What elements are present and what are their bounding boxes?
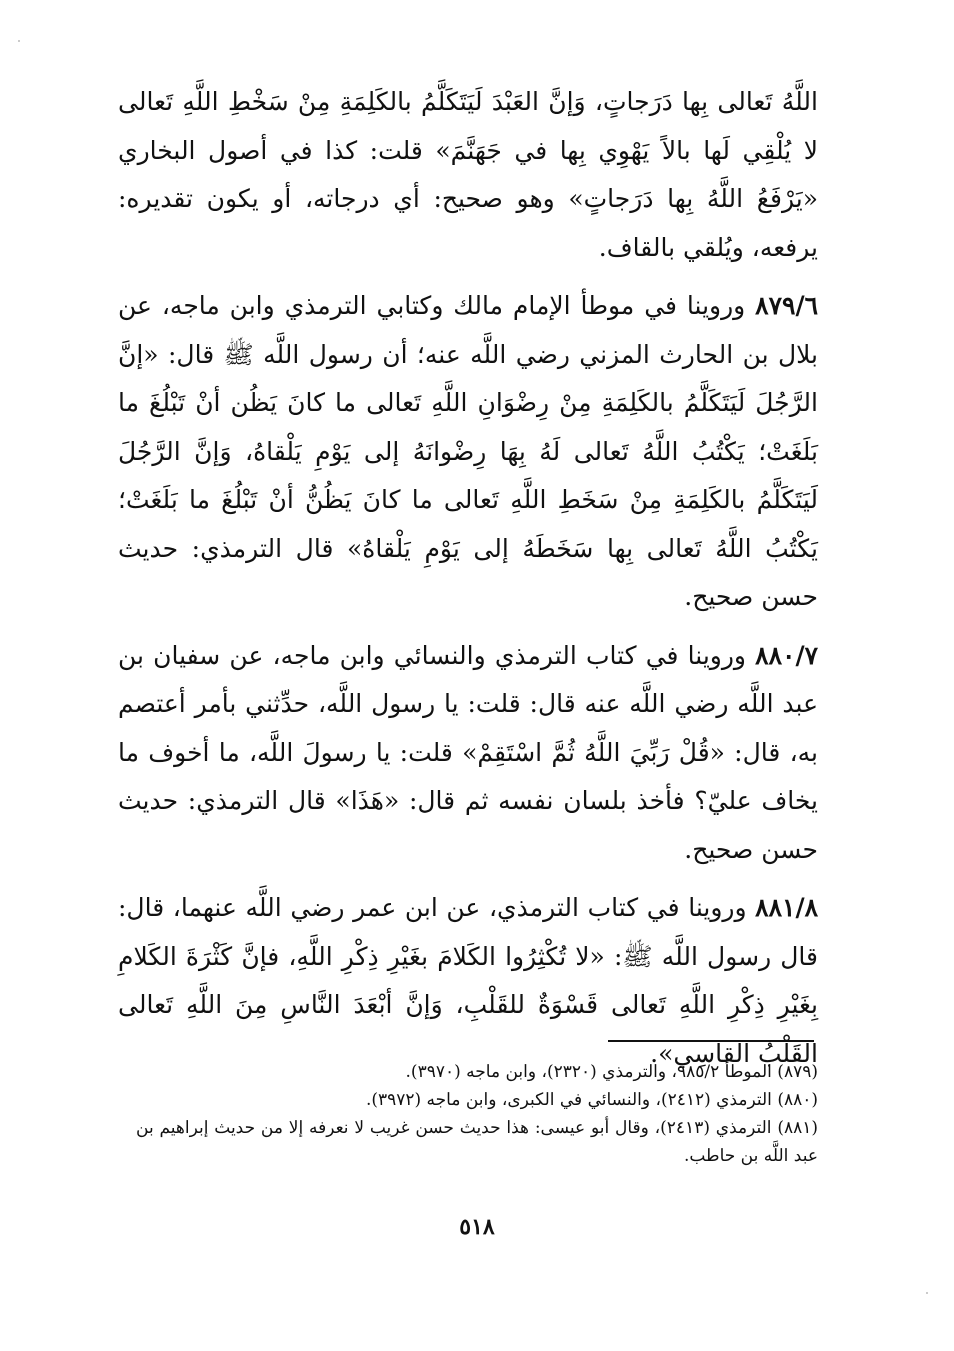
footnote-separator [608,1040,814,1042]
paragraph-continuation [118,78,818,272]
paragraph-number: ٨٧٩/٦ [755,291,818,320]
margin-speck [926,1292,928,1294]
page-number: ٥١٨ [459,1214,495,1240]
paragraph-number: ٨٨١/٨ [755,893,818,922]
margin-speck [18,40,20,42]
footnote-879: (٨٧٩) الموطأ ٩٨٥/٢، والترمذي (٢٣٢٠)، وابن ماجه (٣٩٧٠). [405,1062,818,1082]
footnote-880: (٨٨٠) الترمذي (٢٤١٢)، والنسائي في الكبرى، وابن ماجه (٣٩٧٢). [365,1090,818,1110]
footnote-881: (٨٨١) الترمذي (٢٤١٣)، وقال أبو عيسى: هذا حديث حسن غريب لا نعرفه إلا من حديث إبراهيم بن عبد اللَّه بن حاطب. [136,1118,818,1166]
paragraph-text: وروينا في موطأ الإمام مالك وكتابي الترمذي وابن ماجه، عن بلال بن الحارث المزني رضي اللَّه عنه؛ أن رسول اللَّه ﷺ قال: «إنَّ الرَّجُلَ لَيَتَكَلَّمُ بالكَلِمَةِ مِنْ رِضْوَانِ اللَّهِ تَعالى ما كانَ يَظُن أنْ تَبْلُغَ ما بَلَغَتْ؛ يَكْتُبُ اللَّهُ تَعالى لَهُ بِهَا رِضْوانَهُ إلى يَوْمِ يَلْقاهُ، وَإنَّ الرَّجُلَ لَيَتَكَلَّمُ بالكَلِمَةِ مِنْ سَخَطِ اللَّهِ تَعالى ما كانَ يَظُنُّ أنْ تَبْلُغَ ما بَلَغَتْ؛ يَكْتُبُ اللَّهُ تَعالى بِها سَخَطَهُ إلى يَوْمِ يَلْقاهُ» قال الترمذي: حديث حسن صحيح. [118,291,818,611]
paragraph-text: وروينا في كتاب الترمذي، عن ابن عمر رضي اللَّه عنهما، قال: قال رسول اللَّه ﷺ: «لا تُكْثِرُوا الكَلامَ بغَيْرِ ذِكْرِ اللَّهِ، فإنَّ كَثْرَةَ الكَلامِ بِغَيْرِ ذِكْرِ اللَّهِ تَعالى قَسْوَةٌ للقَلْبِ، وَإنَّ أبْعَدَ النَّاسِ مِنَ اللَّهِ تَعالى القَلْبُ القاسِي». [118,893,819,1068]
paragraph-881 [118,884,818,1078]
paragraph-879 [118,282,818,622]
paragraph-880 [118,632,818,875]
paragraph-text: وروينا في كتاب الترمذي والنسائي وابن ماجه، عن سفيان بن عبد اللَّه رضي اللَّه عنه قال: قلت: يا رسول اللَّه، حدِّثني بأمر أعتصم به، قال: «قُلْ رَبِّيَ اللَّهُ ثُمَّ اسْتَقِمْ» قلت: يا رسولَ اللَّه، ما أخوف ما يخاف عليّ؟ فأخذ بلسان نفسه ثم قال: «هَذَا» قال الترمذي: حديث حسن صحيح. [118,640,818,864]
paragraph-number: ٨٨٠/٧ [755,640,818,670]
footnotes [136,1058,818,1170]
paragraph-text: اللَّهُ تَعالى بِها دَرَجاتٍ، وَإنَّ العَبْدَ لَيَتَكَلَّمُ بالكَلِمَةِ مِنْ سَخْطِ اللَّهِ تَعالى لا يُلْقِي لَها بالاً يَهْوِي بِها في جَهَنَّمَ» قلت: كذا في أصول البخاري «يَرْفَعُ اللَّهُ بِها دَرَجاتٍ» وهو صحيح: أي درجاته، أو يكون تقديره: يرفعه، ويُلقي بالقاف. [118,87,818,262]
